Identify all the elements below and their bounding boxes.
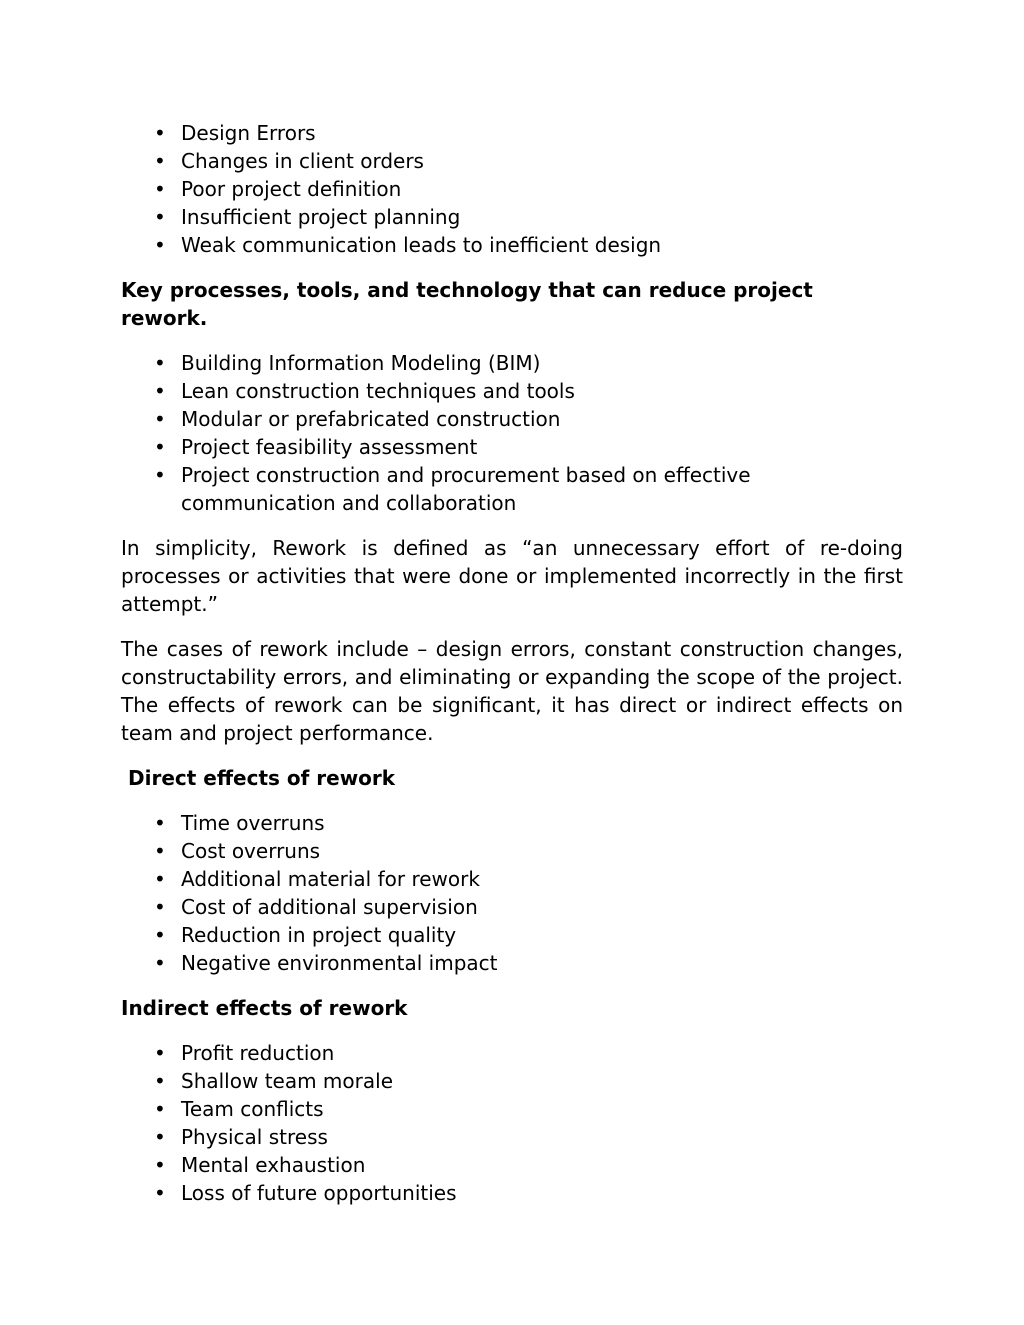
list-item: • Loss of future opportunities bbox=[121, 1179, 903, 1207]
list-item: • Weak communication leads to inefficient design bbox=[121, 231, 903, 259]
list-item: • Poor project definition bbox=[121, 175, 903, 203]
key-processes-heading: Key processes, tools, and technology that can reduce project rework. bbox=[121, 278, 813, 330]
list-item: • Cost of additional supervision bbox=[121, 893, 903, 921]
list-item: • Project construction and procurement based on effective communication and collaboration bbox=[121, 461, 903, 517]
list-item: • Modular or prefabricated construction bbox=[121, 405, 903, 433]
direct-effects-heading: Direct effects of rework bbox=[128, 766, 396, 790]
list-item: • Insufficient project planning bbox=[121, 203, 903, 231]
indirect-effects-list bbox=[121, 1039, 903, 1207]
list-item: • Mental exhaustion bbox=[121, 1151, 903, 1179]
list-item: • Shallow team morale bbox=[121, 1067, 903, 1095]
list-item: • Additional material for rework bbox=[121, 865, 903, 893]
list-item: • Profit reduction bbox=[121, 1039, 903, 1067]
causes-list bbox=[121, 119, 903, 259]
list-item: • Design Errors bbox=[121, 119, 903, 147]
direct-effects-list bbox=[121, 809, 903, 977]
list-item: • Changes in client orders bbox=[121, 147, 903, 175]
list-item: • Negative environmental impact bbox=[121, 949, 903, 977]
document-page bbox=[121, 119, 903, 1207]
list-item: • Project feasibility assessment bbox=[121, 433, 903, 461]
list-item: • Cost overruns bbox=[121, 837, 903, 865]
definition-paragraph: In simplicity, Rework is defined as “an unnecessary effort of re-doing processes or activities that were done or implemented incorrectly in the first attempt.” bbox=[121, 536, 903, 616]
list-item: • Physical stress bbox=[121, 1123, 903, 1151]
list-item: • Reduction in project quality bbox=[121, 921, 903, 949]
list-item: • Lean construction techniques and tools bbox=[121, 377, 903, 405]
cases-paragraph: The cases of rework include – design errors, constant construction changes, constructability errors, and eliminating or expanding the scope of the project. The effects of rework can be significant, it has direct or indirect effects on team and project performance. bbox=[121, 637, 903, 745]
indirect-effects-heading: Indirect effects of rework bbox=[121, 996, 408, 1020]
list-item: • Time overruns bbox=[121, 809, 903, 837]
key-processes-list bbox=[121, 349, 903, 517]
list-item: • Team conflicts bbox=[121, 1095, 903, 1123]
list-item: • Building Information Modeling (BIM) bbox=[121, 349, 903, 377]
